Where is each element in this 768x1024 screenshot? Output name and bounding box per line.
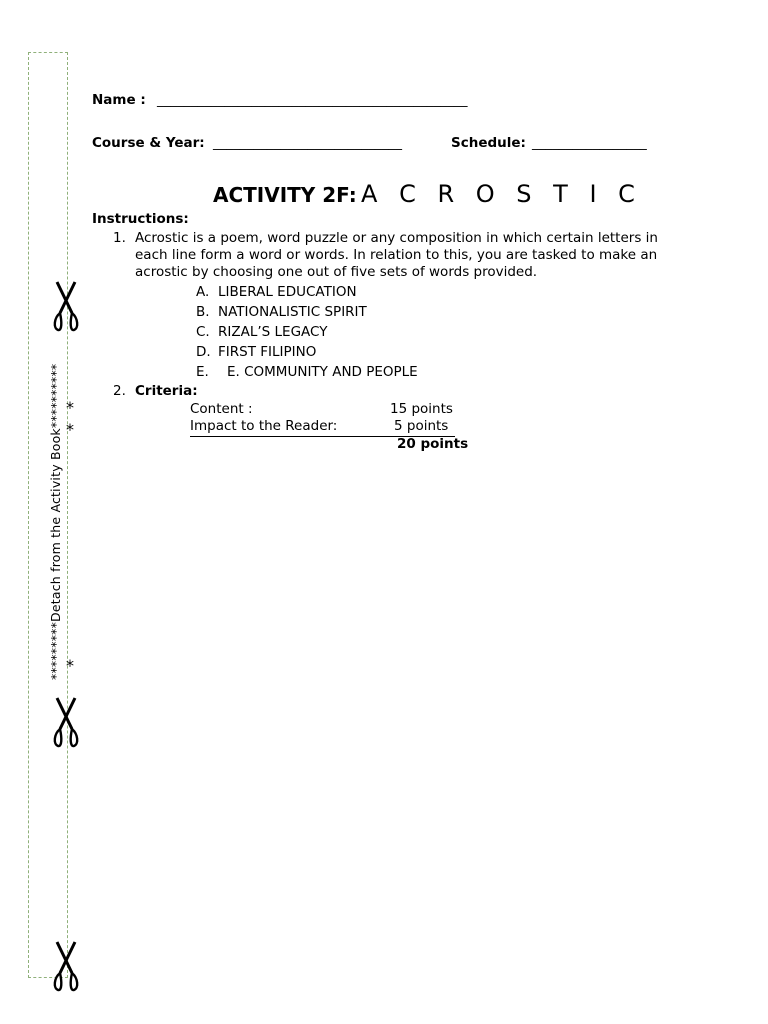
detach-instruction: *********Detach from the Activity Book********** [48,363,63,680]
criteria-heading: Criteria: [135,383,198,399]
option-letter: E. [196,364,209,380]
title-activity: ACTIVITY 2F: [213,183,357,207]
scissors-icon [50,940,82,992]
option-text: LIBERAL EDUCATION [218,284,357,300]
criteria-content-label: Content : [190,401,253,417]
star-mark: * [66,420,74,439]
option-letter: D. [196,344,211,360]
instruction-line: Acrostic is a poem, word puzzle or any composition in which certain letters in [135,230,658,246]
option-letter: A. [196,284,210,300]
name-field-line[interactable]: ______________________________________________ [157,92,468,108]
scissors-icon [50,696,82,748]
option-text: NATIONALISTIC SPIRIT [218,304,367,320]
option-text: FIRST FILIPINO [218,344,317,360]
list-number: 2. [113,383,126,399]
criteria-impact-label: Impact to the Reader: [190,418,338,434]
name-label: Name : [92,92,146,108]
title-acrostic: A C R O S T I C [361,180,642,208]
option-letter: C. [196,324,210,340]
option-letter: B. [196,304,210,320]
instructions-heading: Instructions: [92,211,189,227]
option-text: E. COMMUNITY AND PEOPLE [227,364,418,380]
criteria-impact-points: 5 points [394,418,449,434]
schedule-label: Schedule: [451,135,526,151]
schedule-field-line[interactable]: _________________ [532,135,647,151]
criteria-content-points: 15 points [390,401,453,417]
criteria-total: 20 points [397,436,469,452]
star-mark: * [66,398,74,417]
page-title [213,180,642,208]
instruction-line: each line form a word or words. In relation to this, you are tasked to make an [135,247,658,263]
instruction-line: acrostic by choosing one out of five sets of words provided. [135,264,538,280]
star-mark: * [66,656,74,675]
course-year-field-line[interactable]: ____________________________ [213,135,402,151]
option-text: RIZAL’S LEGACY [218,324,328,340]
course-year-label: Course & Year: [92,135,205,151]
list-number: 1. [113,230,126,246]
scissors-icon [50,280,82,332]
